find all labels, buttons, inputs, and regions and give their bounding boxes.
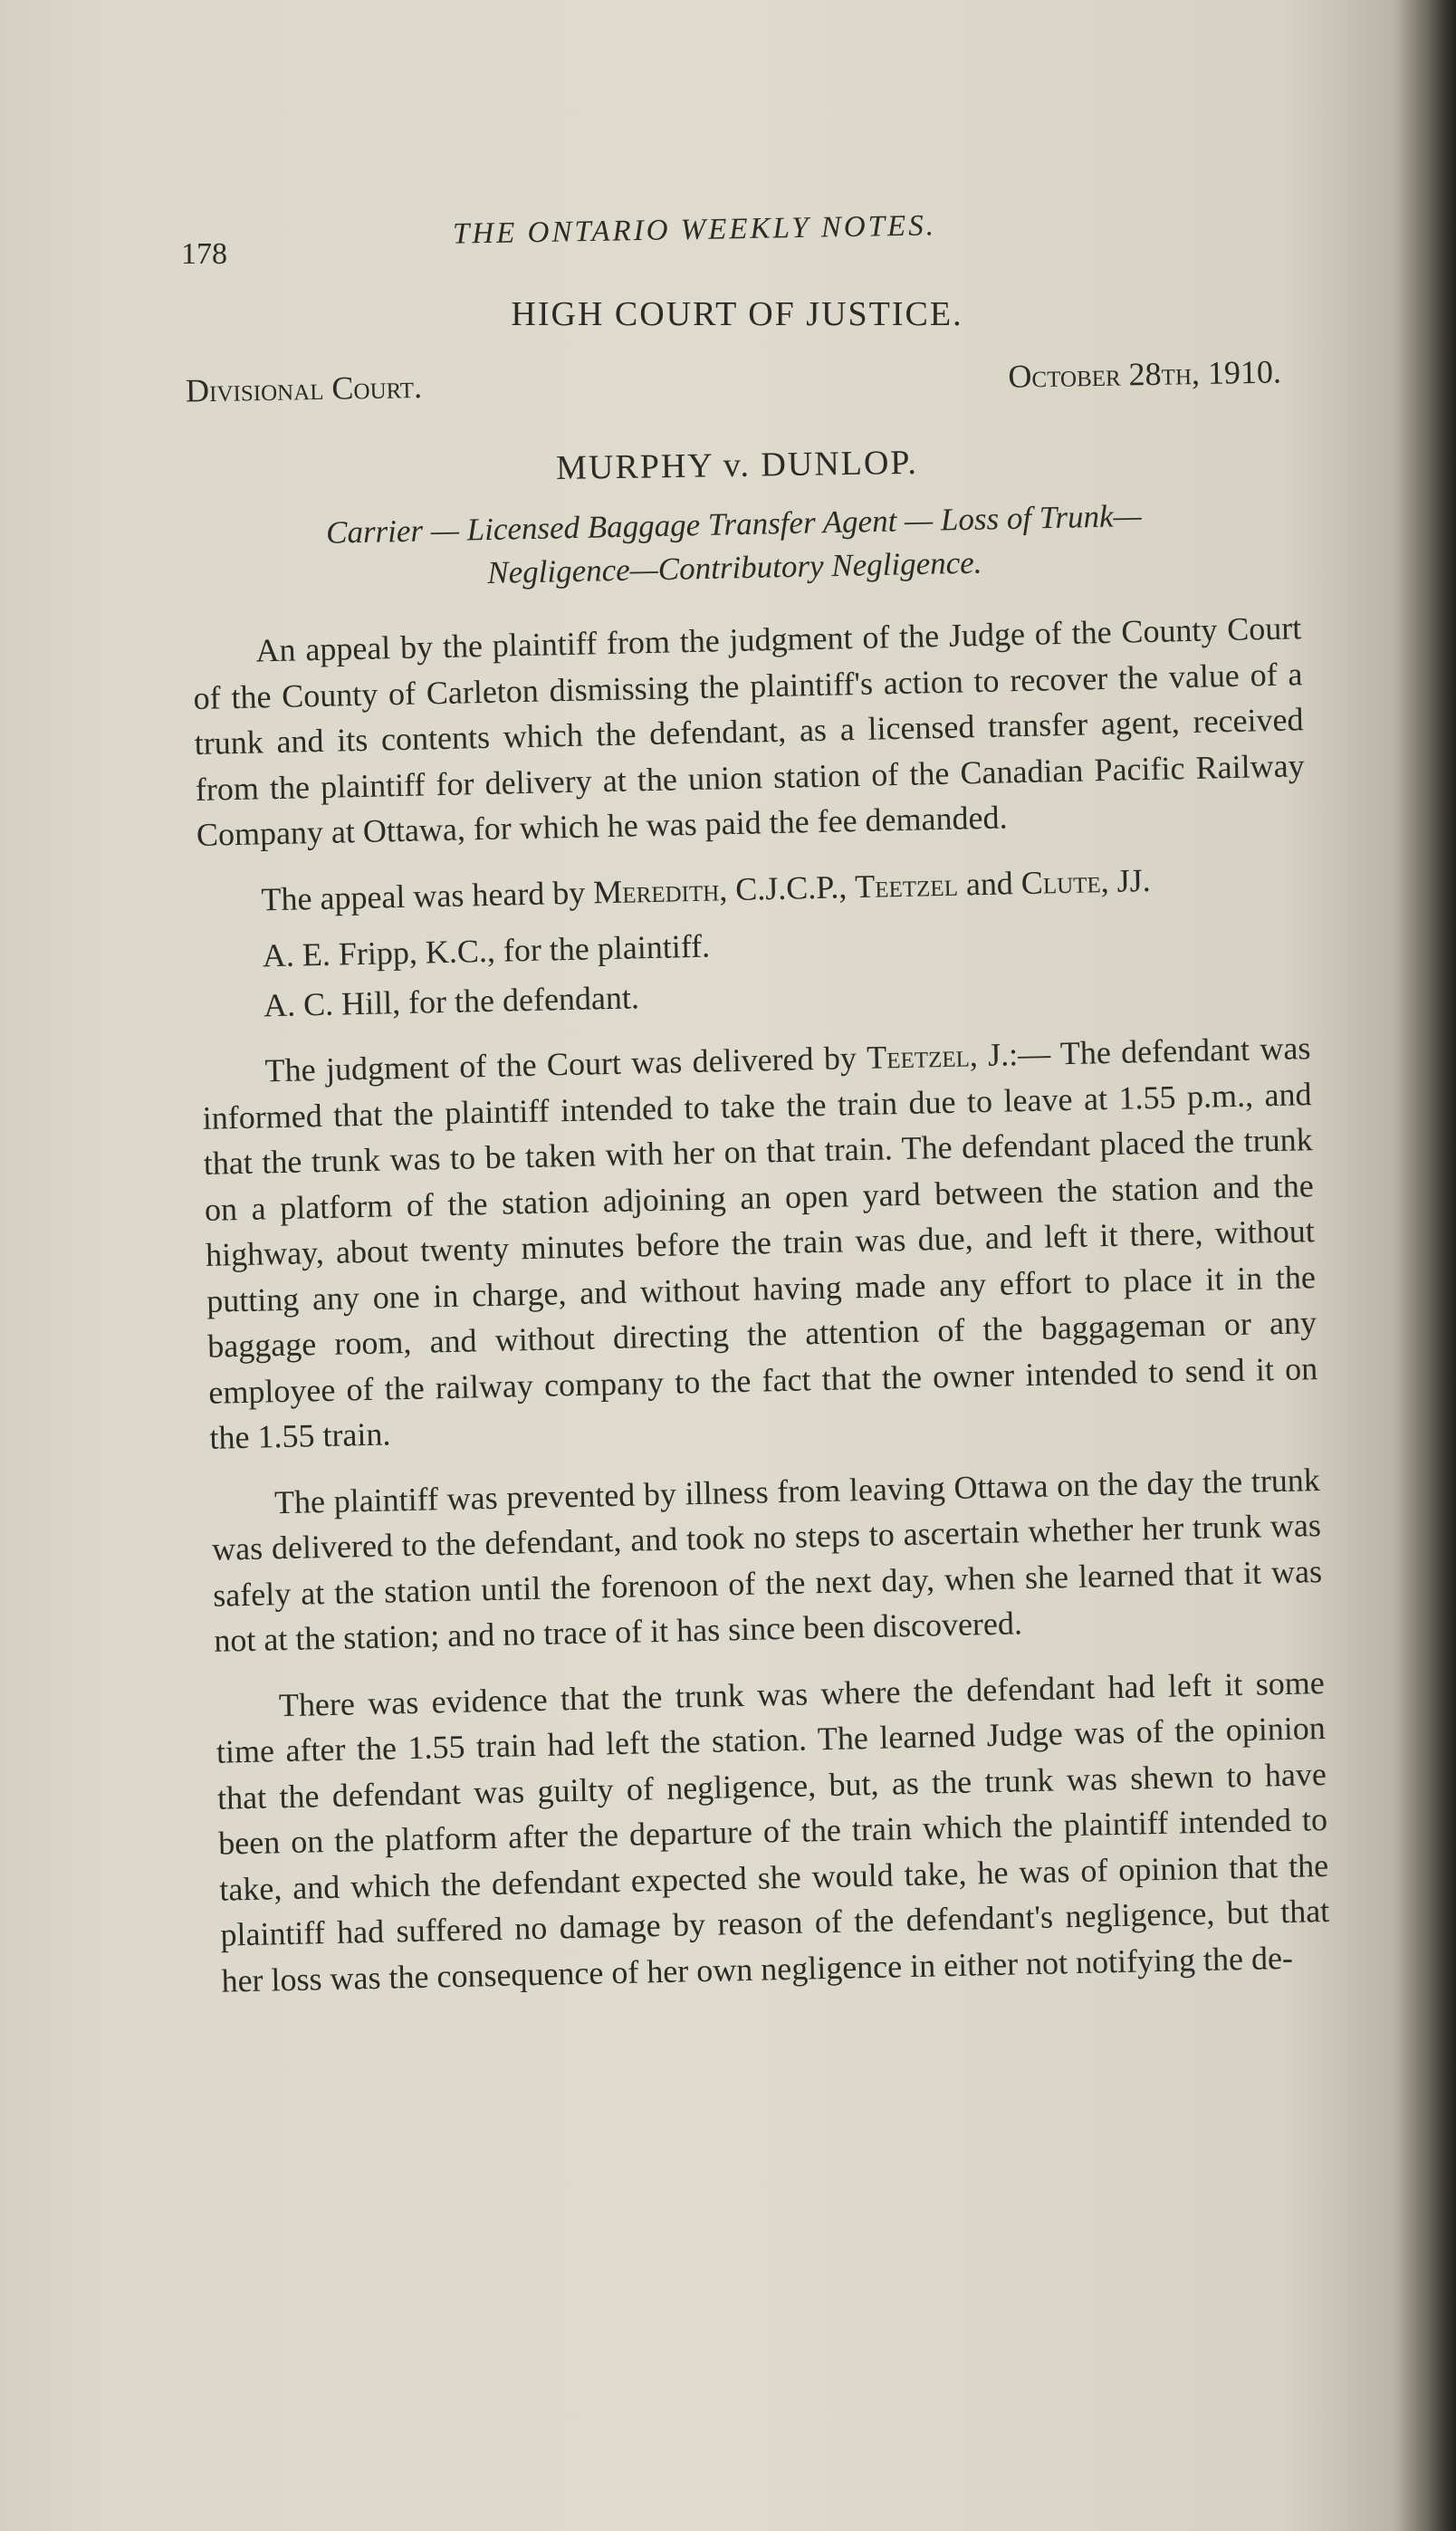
paragraph-appeal: An appeal by the plaintiff from the judgment of the Judge of the County Court of the County of Carleton dismissing the plaintiff's action to recover the value of a trunk and its contents which the defendant, as a licensed transfer agent, received from the plaintiff for delivery at the union station of the Canadian Pacific Railway Company at Ottawa, for which he was paid the fee demanded. (193, 609, 1305, 853)
catchwords-line-1: Carrier — Licensed Baggage Transfer Agent — Loss of Trunk— (325, 497, 1143, 551)
counsel-defendant: A. C. Hill, for the defendant. (263, 978, 640, 1023)
judgment-body (192, 605, 1331, 2003)
hearing-text: and (957, 864, 1022, 903)
page-number: 178 (181, 237, 227, 271)
judge-name: Teetzel (866, 1037, 971, 1076)
hearing-text: , C.J.C.P., (718, 868, 856, 907)
hearing-text: The appeal was heard by (261, 873, 594, 917)
paragraph-judgment (201, 1025, 1319, 1461)
judgment-text: , J.:— The defendant was informed that the plaintiff intended to take the train due to leave at 1.55 p.m., and that the trunk was to be taken with her on that train. The defendant placed the trunk on a platform of the station adjoining an open yard between the station and the highway, about twenty minutes before the train was due, and left it there, without putting any one in charge, and without having made any effort to place it in the baggage room, and without directing the attention of the baggageman or any employee of the railway company to the fact that the owner intended to send it on the 1.55 train. (202, 1030, 1318, 1456)
catchwords-line-2: Negligence—Contributory Negligence. (486, 544, 982, 591)
counsel-plaintiff: A. E. Fripp, K.C., for the plaintiff. (262, 927, 711, 974)
court-division: Divisional Court. (185, 369, 423, 409)
judgment-text: The judgment of the Court was delivered by (264, 1039, 867, 1089)
judge-name: Meredith (592, 870, 720, 910)
judge-name: Clute (1020, 862, 1102, 901)
running-head: THE ONTARIO WEEKLY NOTES. (452, 209, 937, 251)
court-line (186, 352, 1282, 409)
case-title: MURPHY v. DUNLOP. (555, 443, 919, 488)
page-binding-shadow (1393, 0, 1456, 2531)
catchwords (186, 492, 1283, 601)
court-heading: HIGH COURT OF JUSTICE. (511, 295, 963, 333)
paragraph-illness: The plaintiff was prevented by illness from leaving Ottawa on the day the trunk was delivered to the defendant, and took no steps to ascertain whether her trunk was safely at the station until the forenoon of the next day, when she learned that it was not at the station; and no trace of it has since been discovered. (211, 1461, 1323, 1659)
judge-name: Teetzel (854, 866, 959, 905)
paragraph-evidence: There was evidence that the trunk was where the defendant had left it some time after the 1.55 train had left the station. The learned Judge was of the opinion that the defendant was guilty of negligence, but, as the trunk was shewn to have been on the platform after the departure of the train which the plaintiff intended to take, and which the defendant expected she would take, he was of opinion that the plaintiff had suffered no damage by reason of the defendant's negligence, but that her loss was the consequence of her own negligence in either not notifying the de- (216, 1663, 1330, 1999)
decision-date: October 28th, 1910. (1008, 353, 1282, 395)
hearing-text: , JJ. (1100, 861, 1152, 899)
